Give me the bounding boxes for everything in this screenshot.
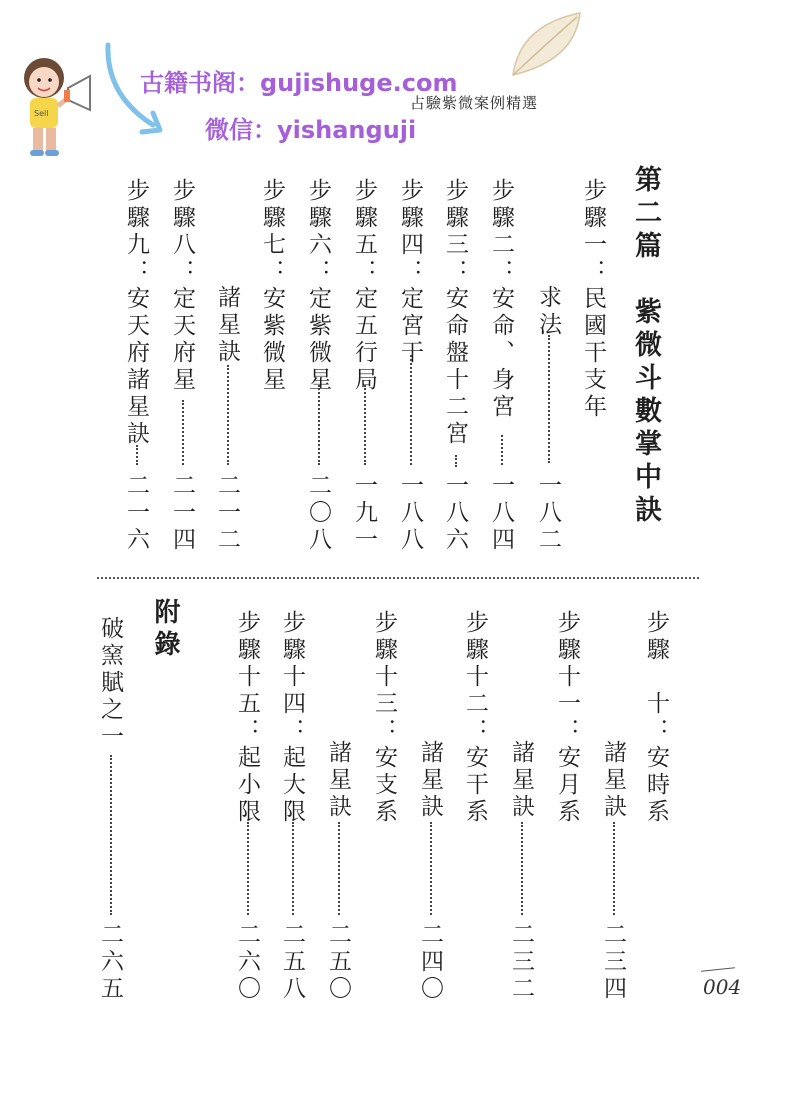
leader-dots xyxy=(338,822,340,915)
toc-label: 步驟十一：安月系 xyxy=(554,610,580,826)
toc-label: 步驟一：民國干支年 xyxy=(580,178,606,421)
leader-dots xyxy=(182,400,184,465)
toc-page: 二〇八 xyxy=(305,473,331,554)
leader-dots xyxy=(501,435,503,465)
leader-dots xyxy=(364,385,366,465)
leader-dots xyxy=(318,385,320,465)
toc-page: 二六〇 xyxy=(234,922,260,1003)
toc-label: 步驟八：定天府星 xyxy=(169,178,195,394)
toc-label: 步驟十五：起小限 xyxy=(234,610,260,826)
leader-dots xyxy=(455,455,457,467)
toc-label: 步驟 十：安時系 xyxy=(643,610,669,826)
toc-page: 二一二 xyxy=(214,473,240,554)
leader-dots xyxy=(430,822,432,915)
toc-page: 二三四 xyxy=(600,922,626,1003)
toc-label: 步驟六：定紫微星 xyxy=(305,178,331,394)
leader-dots xyxy=(227,365,229,465)
leaf-icon xyxy=(505,5,587,83)
leader-dots xyxy=(247,822,249,915)
toc-page: 二五八 xyxy=(279,922,305,1003)
toc-label: 步驟十三：安支系 xyxy=(371,610,397,826)
section-divider xyxy=(97,577,699,579)
toc-label-cont: 諸星訣 xyxy=(214,285,240,366)
toc-page: 二五〇 xyxy=(325,922,351,1003)
leader-dots xyxy=(548,335,550,463)
toc-label-cont: 諸星訣 xyxy=(417,740,443,821)
leader-dots xyxy=(110,755,112,915)
toc-page: 二三二 xyxy=(508,922,534,1003)
watermark-site: 古籍书阁：gujishuge.com xyxy=(140,69,458,97)
toc-label-cont: 諸星訣 xyxy=(508,740,534,821)
toc-page: 一八四 xyxy=(488,473,514,554)
toc-page: 二六五 xyxy=(97,922,123,1003)
leader-dots xyxy=(136,445,138,465)
toc-label: 步驟十四：起大限 xyxy=(279,610,305,826)
toc-page: 一八六 xyxy=(442,473,468,554)
leader-dots xyxy=(410,355,412,465)
toc-label: 破窯賦之一 xyxy=(97,616,123,751)
toc-label-cont: 諸星訣 xyxy=(325,740,351,821)
toc-label-cont: 諸星訣 xyxy=(600,740,626,821)
appendix-title: 附錄 xyxy=(150,598,180,662)
toc-label: 步驟七：安紫微星 xyxy=(259,178,285,394)
toc-label: 步驟九：安天府諸星訣 xyxy=(123,178,149,448)
toc-page: 二一四 xyxy=(169,473,195,554)
toc-label: 步驟五：定五行局 xyxy=(351,178,377,394)
toc-label: 步驟二：安命、身宮 xyxy=(488,178,514,421)
toc-label: 步驟四：定宮干 xyxy=(397,178,423,367)
leader-dots xyxy=(292,822,294,915)
leader-dots xyxy=(521,822,523,915)
toc-label-cont: 求法 xyxy=(535,285,561,339)
toc-page: 二四〇 xyxy=(417,922,443,1003)
toc-page: 一九一 xyxy=(351,473,377,554)
mascot-illustration xyxy=(8,48,98,166)
page-number: 004 xyxy=(703,975,742,999)
watermark-wechat: 微信：yishanguji xyxy=(205,116,417,144)
toc-page: 一八二 xyxy=(535,473,561,554)
section-title: 第二篇 紫微斗數掌中訣 xyxy=(630,165,661,528)
book-header: 占驗紫微案例精選 xyxy=(410,94,539,112)
toc-page: 一八八 xyxy=(397,473,423,554)
leader-dots xyxy=(613,822,615,915)
svg-text:Sell: Sell xyxy=(34,109,49,118)
toc-label: 步驟十二：安干系 xyxy=(462,610,488,826)
toc-page: 二一六 xyxy=(123,473,149,554)
toc-label: 步驟三：安命盤十二宮 xyxy=(442,178,468,448)
